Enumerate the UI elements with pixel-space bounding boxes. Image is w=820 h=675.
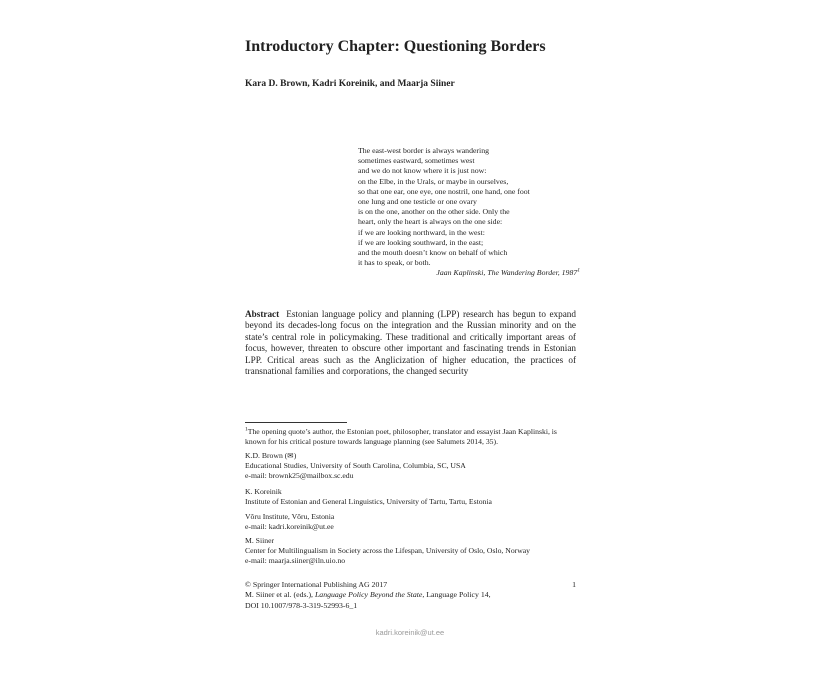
affiliation-name: M. Siiner: [245, 536, 275, 545]
footnote: [245, 427, 576, 447]
affiliation-siiner: [245, 536, 585, 567]
poem-line: and the mouth doesn’t know on behalf of which: [358, 248, 508, 258]
footnote-text: The opening quote’s author, the Estonian poet, philosopher, translator and essayist Jaan Kaplinski, is known for his critical posture towards language planning (see Salumets 2014, 35).: [245, 427, 557, 446]
book-title: Language Policy Beyond the State: [314, 590, 423, 600]
affiliation-email[interactable]: e-mail: brownk25@mailbox.sc.edu: [245, 471, 354, 481]
affiliation-brown: [245, 451, 585, 482]
poem-line: and we do not know where it is just now:: [358, 166, 487, 176]
author-list: Kara D. Brown, Kadri Koreinik, and Maarja Siiner: [245, 79, 455, 89]
poem-line: if we are looking southward, in the east;: [358, 237, 484, 247]
chapter-title: Introductory Chapter: Questioning Borders: [245, 38, 546, 55]
affiliation-name: K.D. Brown (✉): [245, 451, 297, 460]
citation-footnote-mark[interactable]: 1: [577, 267, 580, 274]
affiliation-name: Võru Institute, Võru, Estonia: [245, 512, 335, 521]
poem-line: it has to speak, or both.: [358, 258, 431, 268]
footnote-mark: 1: [245, 426, 248, 433]
affiliation-line: Institute of Estonian and General Linguistics, University of Tartu, Tartu, Estonia: [245, 497, 492, 507]
abstract-paragraph: [245, 309, 576, 377]
abstract-label: Abstract: [245, 309, 280, 319]
page-number: 1: [572, 580, 576, 589]
poem-line: sometimes eastward, sometimes west: [358, 156, 475, 166]
poem-line: on the Elbe, in the Urals, or maybe in ourselves,: [358, 176, 509, 186]
affiliation-koreinik: [245, 487, 585, 507]
poem-line: heart, only the heart is always on the one side:: [358, 217, 503, 227]
citation-text: Jaan Kaplinski, The Wandering Border, 1987: [436, 268, 578, 278]
affiliation-line: Educational Studies, University of South Carolina, Columbia, SC, USA: [245, 461, 466, 471]
copyright-block: [245, 580, 576, 611]
email-watermark: kadri.koreinik@ut.ee: [375, 628, 445, 637]
affiliation-name: K. Koreinik: [245, 487, 282, 496]
poem-line: The east-west border is always wandering: [358, 146, 489, 155]
series-text: , Language Policy 14,: [422, 590, 491, 600]
copyright-text: © Springer International Publishing AG 2017: [245, 580, 388, 589]
copyright-line: [245, 580, 576, 590]
poem-line: is on the one, another on the other side. Only the: [358, 207, 510, 217]
poem-line: one lung and one testicle or one ovary: [358, 197, 477, 207]
footnote-divider: [245, 422, 347, 423]
affiliation-email[interactable]: e-mail: maarja.siiner@iln.uio.no: [245, 556, 346, 566]
affiliation-line: Center for Multilingualism in Society across the Lifespan, University of Oslo, Oslo, Norway: [245, 546, 531, 556]
poem-line: if we are looking northward, in the west:: [358, 227, 485, 237]
poem-line: so that one ear, one eye, one nostril, one hand, one foot: [358, 186, 530, 196]
affiliation-email[interactable]: e-mail: kadri.koreinik@ut.ee: [245, 522, 334, 532]
abstract-text: Estonian language policy and planning (LPP) research has begun to expand beyond its decades-long focus on the integration and the Russian minority and on the state’s central role in policymaking. These traditional and critically important areas of focus, however, threaten to obscure other important and fascinating trends in Estonian LPP. Critical areas such as the Anglicization of higher education, the practices of transnational families and corporations, the changed security: [245, 309, 576, 377]
editors-text: M. Siiner et al. (eds.),: [245, 590, 315, 600]
epigraph-poem: [358, 146, 580, 279]
doi-line: DOI 10.1007/978-3-319-52993-6_1: [245, 600, 358, 610]
poem-citation: [358, 268, 580, 278]
affiliation-voru: [245, 512, 585, 532]
book-reference: [245, 590, 576, 600]
